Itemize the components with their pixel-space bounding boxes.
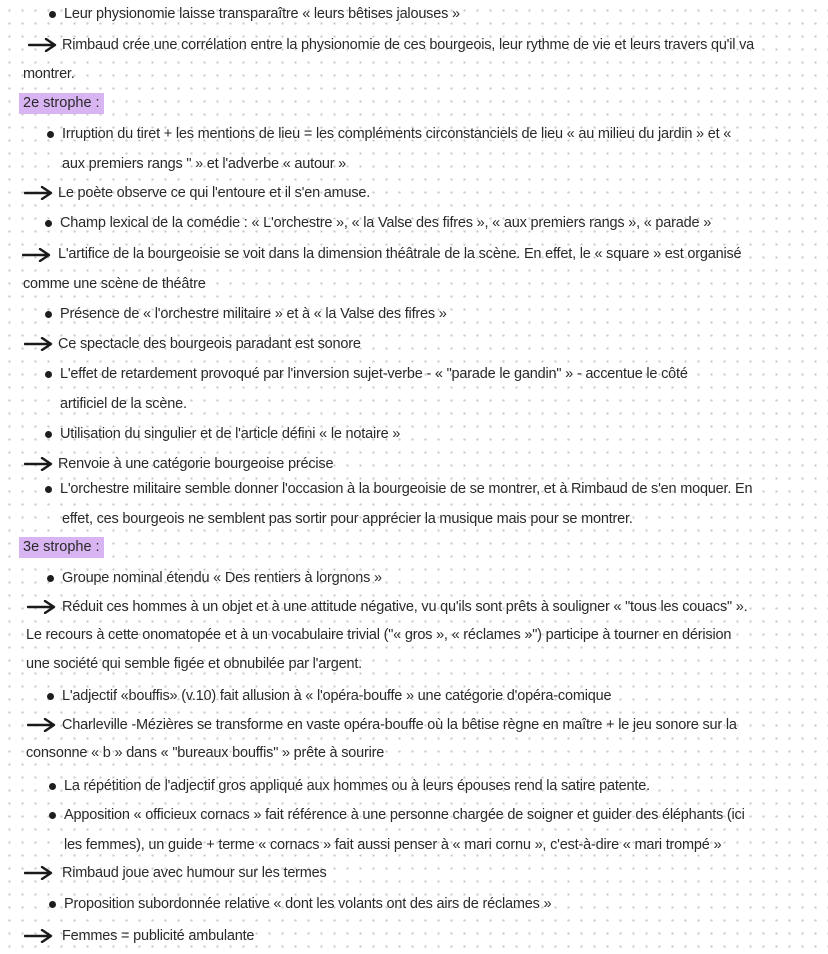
text-line: Le recours à cette onomatopée et à un vocabulaire trivial ("« gros », « réclames »") participe à tourner en dérision xyxy=(26,627,732,643)
section-heading-strophe-2: 2e strophe : xyxy=(19,93,104,114)
arrow-icon xyxy=(24,929,54,943)
bullet-line: Irruption du tiret + les mentions de lieu = les compléments circonstanciels de lieu « au milieu du jardin » et « xyxy=(62,126,732,142)
text-line: les femmes), un guide + terme « cornacs » fait aussi penser à « mari cornu », c'est-à-dire « mari trompé » xyxy=(64,837,722,853)
bullet-line: La répétition de l'adjectif gros appliqué aux hommes ou à leurs épouses rend la satire patente. xyxy=(64,778,650,794)
arrow-icon xyxy=(22,248,52,262)
arrow-icon xyxy=(28,38,58,52)
text-line: artificiel de la scène. xyxy=(60,396,187,412)
bullet-line: L'orchestre militaire semble donner l'occasion à la bourgeoisie de se montrer, et à Rimbaud de s'en moquer. En xyxy=(60,481,753,497)
bullet-line: Apposition « officieux cornacs » fait référence à une personne chargée de soigner et guider des éléphants (ici xyxy=(64,807,745,823)
bullet-line: Groupe nominal étendu « Des rentiers à lorgnons » xyxy=(62,570,382,586)
text-line: aux premiers rangs " » et l'adverbe « autour » xyxy=(62,156,347,172)
bullet-line: Utilisation du singulier et de l'article défini « le notaire » xyxy=(60,426,401,442)
text-line: consonne « b » dans « "bureaux bouffis" » prête à sourire xyxy=(26,745,385,761)
arrow-icon xyxy=(24,866,54,880)
text-line: Renvoie à une catégorie bourgeoise précise xyxy=(58,456,334,472)
arrow-icon xyxy=(24,337,54,351)
text-line: montrer. xyxy=(23,66,75,82)
text-line: une société qui semble figée et obnubilée par l'argent. xyxy=(26,656,362,672)
section-heading-strophe-3: 3e strophe : xyxy=(19,537,104,558)
bullet-line: L'adjectif «bouffis» (v.10) fait allusion à « l'opéra-bouffe » une catégorie d'opéra-comique xyxy=(62,688,612,704)
arrow-icon xyxy=(27,600,57,614)
text-line: Rimbaud joue avec humour sur les termes xyxy=(62,865,327,881)
text-line: effet, ces bourgeois ne semblent pas sortir pour apprécier la musique mais pour se montrer. xyxy=(62,511,633,527)
arrow-icon xyxy=(24,457,54,471)
text-line: L'artifice de la bourgeoisie se voit dans la dimension théâtrale de la scène. En effet, le « square » est organisé xyxy=(58,246,742,262)
arrow-icon xyxy=(24,186,54,200)
bullet-line: L'effet de retardement provoqué par l'inversion sujet-verbe - « "parade le gandin" » - accentue le côté xyxy=(60,366,688,382)
bullet-line: Champ lexical de la comédie : « L'orchestre », « la Valse des fifres », « aux premiers rangs », « parade » xyxy=(60,215,712,231)
arrow-icon xyxy=(27,718,57,732)
text-line: Charleville -Mézières se transforme en vaste opéra-bouffe où la bêtise règne en maître + le jeu sonore sur la xyxy=(62,717,737,733)
text-line: Ce spectacle des bourgeois paradant est sonore xyxy=(58,336,361,352)
text-line: Le poète observe ce qui l'entoure et il s'en amuse. xyxy=(58,185,371,201)
bullet-line: Présence de « l'orchestre militaire » et à « la Valse des fifres » xyxy=(60,306,447,322)
text-line: comme une scène de théâtre xyxy=(23,276,206,292)
text-line: Rimbaud crée une corrélation entre la physionomie de ces bourgeois, leur rythme de vie et leurs travers qu'il va xyxy=(62,37,755,53)
text-line: Réduit ces hommes à un objet et à une attitude négative, vu qu'ils sont prêts à souligner « "tous les couacs" ». xyxy=(62,599,748,615)
bullet-line: Proposition subordonnée relative « dont les volants ont des airs de réclames » xyxy=(64,896,552,912)
bullet-line: Leur physionomie laisse transparaître « leurs bêtises jalouses » xyxy=(64,6,460,22)
text-line: Femmes = publicité ambulante xyxy=(62,928,255,944)
